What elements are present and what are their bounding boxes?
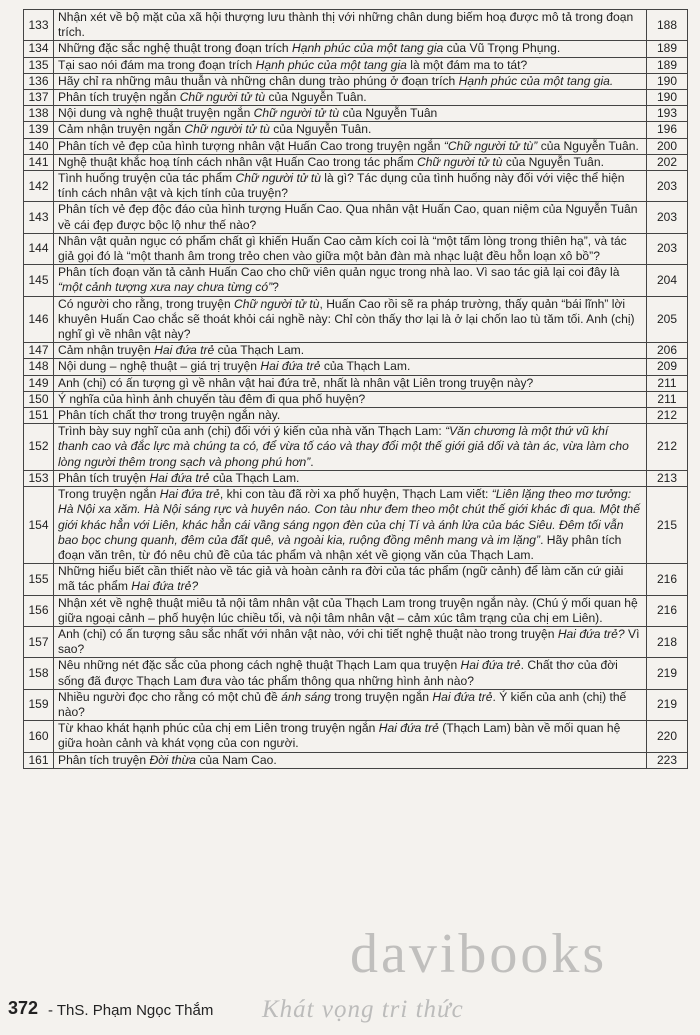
question-text-italic: Hai đứa trẻ? xyxy=(557,626,625,641)
question-text-segment: . xyxy=(310,454,314,469)
question-text-italic: Hai đứa trẻ xyxy=(154,343,215,358)
question-text-italic: Chữ người tử tù xyxy=(179,90,266,105)
question-text-segment: ? xyxy=(272,280,279,295)
question-text xyxy=(54,752,647,768)
question-text xyxy=(54,359,647,375)
question-text-segment: Nhận xét về nghệ thuật miêu tả nội tâm nhân vật của Thạch Lam trong truyện ngắn này. (Chú ý mối quan hệ giữa ngoại cảnh – phố huyện lúc chiều tối, và nội tâm nhân vật – cảm xúc tâm trạng của chị em Liên). xyxy=(58,595,638,625)
question-text-segment: Trong truyện ngắn xyxy=(58,487,160,502)
question-text-segment: . Chất thơ của đời sống đã được Thạch Lam đưa vào tác phẩm thông qua những hình ảnh nào? xyxy=(58,658,618,688)
page-ref: 219 xyxy=(647,658,688,689)
question-text-italic: Hai đứa trẻ? xyxy=(131,579,199,594)
toc-row xyxy=(24,689,688,720)
page-ref: 215 xyxy=(647,487,688,564)
toc-row xyxy=(24,408,688,424)
question-number: 158 xyxy=(24,658,54,689)
question-number: 138 xyxy=(24,106,54,122)
question-text-segment: Những đặc sắc nghệ thuật trong đoạn trích xyxy=(58,41,292,56)
page-ref: 204 xyxy=(647,265,688,296)
question-text-segment: Nhận xét về bộ mặt của xã hội thượng lưu thành thị với những chân dung biếm hoạ được mô tả trong đoạn trích. xyxy=(58,10,634,40)
question-text xyxy=(54,296,647,343)
question-text-italic: Chữ người tử tù xyxy=(235,171,321,186)
toc-row xyxy=(24,10,688,41)
question-text-segment: Ý nghĩa của hình ảnh chuyến tàu đêm đi qua phố huyện? xyxy=(58,391,366,406)
question-text xyxy=(54,408,647,424)
toc-row xyxy=(24,296,688,343)
question-text-italic: Hai đứa trẻ xyxy=(159,487,220,502)
question-number: 143 xyxy=(24,202,54,233)
question-number: 139 xyxy=(24,122,54,138)
question-text-segment: Phân tích vẻ đẹp của hình tượng nhân vật Huấn Cao trong truyện ngắn xyxy=(58,138,444,153)
question-text-italic: ánh sáng xyxy=(281,689,331,704)
question-number: 136 xyxy=(24,73,54,89)
question-text-segment: của Nguyễn Tuân. xyxy=(265,90,367,105)
page-ref: 189 xyxy=(647,41,688,57)
question-text-italic: Hạnh phúc của một tang gia xyxy=(292,41,444,56)
page-ref: 211 xyxy=(647,375,688,391)
question-text xyxy=(54,721,647,752)
question-text-segment: của Nguyễn Tuân. xyxy=(502,154,604,169)
question-text-segment: của Nguyễn Tuân. xyxy=(269,122,372,137)
question-number: 160 xyxy=(24,721,54,752)
toc-row xyxy=(24,233,688,264)
toc-row xyxy=(24,265,688,296)
question-text-segment: Trình bày suy nghĩ của anh (chị) đối với ý kiến của nhà văn Thạch Lam: xyxy=(58,424,446,439)
question-text xyxy=(54,626,647,657)
question-text-segment: Nội dung – nghệ thuật – giá trị truyện xyxy=(58,359,261,374)
question-text xyxy=(54,658,647,689)
toc-row xyxy=(24,391,688,407)
question-number: 157 xyxy=(24,626,54,657)
question-text-segment: . Ý kiến của anh (chị) thế nào? xyxy=(58,689,627,719)
page-ref: 216 xyxy=(647,595,688,626)
question-text xyxy=(54,375,647,391)
question-text-italic: Hai đứa trẻ xyxy=(260,359,321,374)
page-ref: 193 xyxy=(647,106,688,122)
question-text-italic: Đời thừa xyxy=(149,752,197,767)
question-text-italic: “Văn chương là một thứ vũ khí thanh cao và đắc lực mà chúng ta có, để vừa tố cáo và thay đổi một thế giới giả dối và tàn ác, vừa làm cho lòng người thêm trong sạch và phong phú hơn” xyxy=(58,424,629,469)
page-ref: 203 xyxy=(647,202,688,233)
page-ref: 212 xyxy=(647,408,688,424)
question-text-segment: là một đám ma to tát? xyxy=(406,57,528,72)
question-text-italic: Hai đứa trẻ xyxy=(378,721,439,736)
page-ref: 189 xyxy=(647,57,688,73)
toc-row xyxy=(24,171,688,202)
question-text xyxy=(54,343,647,359)
question-text-segment: Phân tích vẻ đẹp độc đáo của hình tượng Huấn Cao. Qua nhân vật Huấn Cao, quan niệm của Nguyễn Tuân về cái đẹp được bộc lộ như thế nào? xyxy=(58,202,638,232)
page-ref: 218 xyxy=(647,626,688,657)
page-ref: 220 xyxy=(647,721,688,752)
question-text xyxy=(54,424,647,471)
question-text-italic: Hai đứa trẻ xyxy=(432,689,493,704)
question-text-segment: Có người cho rằng, trong truyện xyxy=(58,296,235,311)
question-number: 156 xyxy=(24,595,54,626)
question-text-segment: , Huấn Cao rồi sẽ ra pháp trường, thấy quản “bái lĩnh” lời khuyên Huấn Cao chắc sẽ thoát khỏi cái nghề này: Chỉ còn thấy thơ lại là ở lại chốn lao tù tăm tối. Anh (chị) nghĩ gì về nhân vật này? xyxy=(58,296,635,342)
footer-author: - ThS. Phạm Ngọc Thắm xyxy=(48,1002,214,1019)
toc-row xyxy=(24,106,688,122)
question-text-segment: Từ khao khát hạnh phúc của chị em Liên trong truyện ngắn xyxy=(58,721,379,736)
page-ref: 196 xyxy=(647,122,688,138)
question-text-segment: Nhiều người đọc cho rằng có một chủ đề xyxy=(58,689,282,704)
question-text xyxy=(54,90,647,106)
question-text xyxy=(54,41,647,57)
page-ref: 213 xyxy=(647,470,688,486)
toc-row xyxy=(24,752,688,768)
page-ref: 209 xyxy=(647,359,688,375)
question-text-segment: Cảm nhận truyện xyxy=(58,343,155,358)
toc-row xyxy=(24,626,688,657)
question-text-italic: Hai đứa trẻ xyxy=(149,470,210,485)
question-text xyxy=(54,73,647,89)
question-text xyxy=(54,487,647,564)
question-number: 153 xyxy=(24,470,54,486)
question-text xyxy=(54,10,647,41)
question-text-segment: Cảm nhận truyện ngắn xyxy=(58,122,185,137)
question-text xyxy=(54,233,647,264)
question-text-segment: Anh (chị) có ấn tượng gì về nhân vật hai đứa trẻ, nhất là nhân vật Liên trong truyện này? xyxy=(58,375,534,390)
question-number: 154 xyxy=(24,487,54,564)
toc-row xyxy=(24,202,688,233)
question-text-segment: Tại sao nói đám ma trong đoạn trích xyxy=(58,57,256,72)
page-ref: 223 xyxy=(647,752,688,768)
question-text-italic: Hạnh phúc của một tang gia. xyxy=(458,73,614,88)
question-text-segment: Phân tích đoạn văn tả cảnh Huấn Cao cho chữ viên quản ngục trong nhà lao. Vì sao tác giả lại coi đây là xyxy=(58,265,620,280)
question-text-segment: Phân tích truyện xyxy=(58,470,150,485)
toc-row xyxy=(24,595,688,626)
question-number: 148 xyxy=(24,359,54,375)
page-ref: 190 xyxy=(647,73,688,89)
question-number: 134 xyxy=(24,41,54,57)
question-text-segment: của Thạch Lam. xyxy=(209,470,300,485)
question-text-segment: của Nguyễn Tuân. xyxy=(537,138,639,153)
question-text-segment: Phân tích truyện xyxy=(58,752,150,767)
question-number: 140 xyxy=(24,138,54,154)
toc-row xyxy=(24,73,688,89)
page-ref: 202 xyxy=(647,154,688,170)
question-text-italic: Hạnh phúc của một tang gia xyxy=(255,57,407,72)
question-text xyxy=(54,564,647,595)
question-text-italic: Chữ người tử tù xyxy=(417,154,503,169)
page-ref: 212 xyxy=(647,424,688,471)
toc-row xyxy=(24,424,688,471)
question-text xyxy=(54,391,647,407)
question-number: 141 xyxy=(24,154,54,170)
question-number: 144 xyxy=(24,233,54,264)
question-text-segment: Hãy chỉ ra những mâu thuẫn và những chân dung trào phúng ở đoạn trích xyxy=(58,73,459,88)
question-text-segment: là gì? Tác dụng của tình huống này đối với việc thể hiện tính cách nhân vật và kịch tính của truyện? xyxy=(58,171,625,201)
question-text-segment: trong truyện ngắn xyxy=(330,689,433,704)
question-number: 159 xyxy=(24,689,54,720)
toc-row xyxy=(24,41,688,57)
question-text-segment: của Vũ Trọng Phụng. xyxy=(443,41,561,56)
question-text-italic: “Chữ người tử tù” xyxy=(443,138,538,153)
toc-row xyxy=(24,359,688,375)
question-text-segment: Nội dung và nghệ thuật truyện ngắn xyxy=(58,106,254,121)
question-text-italic: “một cảnh tượng xưa nay chưa từng có” xyxy=(58,280,273,295)
question-text xyxy=(54,122,647,138)
page-ref: 205 xyxy=(647,296,688,343)
question-text-segment: (Thạch Lam) bàn về mối quan hệ giữa hoàn cảnh và khát vọng của con người. xyxy=(58,721,621,751)
question-text-segment: Tình huống truyện của tác phẩm xyxy=(58,171,236,186)
question-text xyxy=(54,171,647,202)
toc-row xyxy=(24,122,688,138)
question-text-segment: . Hãy phân tích đoạn văn trên, từ đó nêu chủ đề của tác phẩm và nhận xét về giọng văn của Thạch Lam. xyxy=(58,532,622,562)
question-number: 147 xyxy=(24,343,54,359)
page-ref: 211 xyxy=(647,391,688,407)
question-number: 135 xyxy=(24,57,54,73)
question-text-segment: của Nguyễn Tuân xyxy=(339,106,438,121)
question-number: 161 xyxy=(24,752,54,768)
question-number: 150 xyxy=(24,391,54,407)
question-text-segment: Nhân vật quản ngục có phẩm chất gì khiến Huấn Cao cảm kích coi là “một tấm lòng trong thiên hạ”, và tác giả gọi đó là “một thanh âm trong trẻo chen vào giữa một bản đàn mà nhạc luật đều hỗn loạn xô bồ”? xyxy=(58,233,627,264)
toc-row xyxy=(24,343,688,359)
question-text-segment: Nêu những nét đặc sắc của phong cách nghệ thuật Thạch Lam qua truyện xyxy=(58,658,461,673)
question-text xyxy=(54,154,647,170)
question-number: 133 xyxy=(24,10,54,41)
question-text-segment: Vì sao? xyxy=(58,626,640,657)
page-ref: 219 xyxy=(647,689,688,720)
page-ref: 188 xyxy=(647,10,688,41)
toc-row xyxy=(24,721,688,752)
watermark-slogan: Khát vọng tri thức xyxy=(262,996,464,1023)
question-text xyxy=(54,470,647,486)
question-number: 145 xyxy=(24,265,54,296)
question-text-segment: của Nam Cao. xyxy=(196,752,277,767)
question-text-italic: “Liên lặng theo mơ tưởng: Hà Nội xa xăm. Hà Nội sáng rực và huyên náo. Con tàu như đem theo một chút thế giới khác đi qua. Một thế giới khác hẳn với Liên, khác hẳn cái vầng sáng ngọn đèn của chị Tí và ánh lửa của bác Siêu. Đêm tối vẫn bao bọc chung quanh, đêm của đất quê, và ngoài kia, ruộng đồng mênh mang và im lặng” xyxy=(58,487,640,547)
page-ref: 203 xyxy=(647,233,688,264)
question-text-segment: Phân tích truyện ngắn xyxy=(58,90,180,105)
question-number: 137 xyxy=(24,90,54,106)
question-text-segment: của Thạch Lam. xyxy=(320,359,411,374)
question-number: 155 xyxy=(24,564,54,595)
question-text-italic: Chữ người tử tù xyxy=(234,296,320,311)
toc-row xyxy=(24,564,688,595)
page-ref: 203 xyxy=(647,171,688,202)
question-number: 142 xyxy=(24,171,54,202)
question-text xyxy=(54,138,647,154)
question-text-italic: Chữ người tử tù xyxy=(184,122,270,137)
page-ref: 200 xyxy=(647,138,688,154)
question-text-segment: Phân tích chất thơ trong truyện ngắn này. xyxy=(58,408,281,423)
toc-row xyxy=(24,658,688,689)
page-ref: 216 xyxy=(647,564,688,595)
toc-row xyxy=(24,90,688,106)
question-text-segment: Nghệ thuật khắc hoạ tính cách nhân vật Huấn Cao trong tác phẩm xyxy=(58,154,418,169)
question-text-italic: Hai đứa trẻ xyxy=(460,658,521,673)
page-number: 372 xyxy=(8,998,39,1018)
toc-row xyxy=(24,138,688,154)
page-ref: 206 xyxy=(647,343,688,359)
toc-row xyxy=(24,487,688,564)
question-number: 146 xyxy=(24,296,54,343)
question-number: 149 xyxy=(24,375,54,391)
question-text-segment: , khi con tàu đã rời xa phố huyện, Thạch Lam viết: xyxy=(219,487,492,502)
question-text xyxy=(54,265,647,296)
question-text xyxy=(54,595,647,626)
contents-table-body xyxy=(24,10,688,769)
question-text-italic: Chữ người tử tù xyxy=(253,106,340,121)
toc-row xyxy=(24,154,688,170)
question-number: 151 xyxy=(24,408,54,424)
question-number: 152 xyxy=(24,424,54,471)
contents-table xyxy=(23,9,688,769)
toc-row xyxy=(24,375,688,391)
page-ref: 190 xyxy=(647,90,688,106)
question-text-segment: Những hiểu biết cần thiết nào về tác giả và hoàn cảnh ra đời của tác phẩm (ngữ cảnh) để làm căn cứ giải mã tác phẩm xyxy=(58,564,624,594)
question-text xyxy=(54,106,647,122)
question-text xyxy=(54,202,647,233)
toc-row xyxy=(24,470,688,486)
question-text-segment: của Thạch Lam. xyxy=(214,343,305,358)
question-text xyxy=(54,689,647,720)
question-text-segment: Anh (chị) có ấn tượng sâu sắc nhất với nhân vật nào, với chi tiết nghệ thuật nào trong truyện xyxy=(58,626,558,641)
question-text xyxy=(54,57,647,73)
watermark-brand: davibooks xyxy=(350,923,608,985)
toc-row xyxy=(24,57,688,73)
